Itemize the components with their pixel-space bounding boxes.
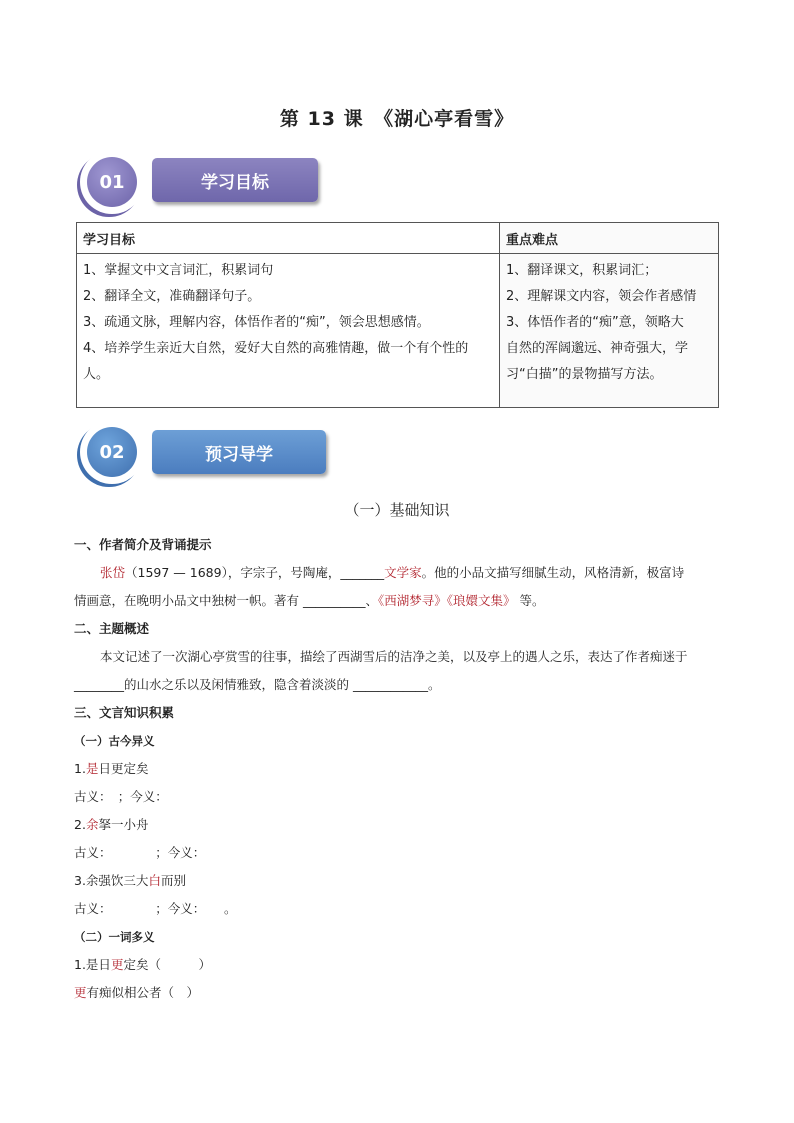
theme-heading: 二、主题概述: [74, 621, 150, 636]
question-3: 3.余强饮三大白而别: [74, 873, 186, 888]
section-number-badge: 02: [80, 420, 144, 484]
ancient-modern-heading: （一）古今异义: [74, 734, 155, 748]
author-heading: 一、作者简介及背诵提示: [74, 537, 212, 552]
question-1: 1.是日更定矣: [74, 761, 149, 776]
question-2: 2.余拏一小舟: [74, 817, 149, 832]
page-title: 第 13 课 《湖心亭看雪》: [279, 108, 515, 130]
author-line-2: 情画意，在晚明小品文中独树一帜。著有 __________、《西湖梦寻》《琅嬛文集》 等。: [74, 593, 545, 608]
goals-list: 1、掌握文中文言词汇，积累词句 2、翻译全文，准确翻译句子。 3、疏通文脉，理解内容，体悟作者的“痴”，领会思想感情。 4、培养学生亲近大自然，爱好大自然的高雅情趣，做一个有个性的 人。: [77, 254, 500, 408]
difficulty-header: 重点难点: [500, 223, 719, 254]
polysemy-1: 1.是日更定矣（ ）: [74, 957, 211, 972]
answer-3: 古义： ；今义： 。: [74, 901, 237, 916]
section-number-badge: 01: [80, 150, 144, 214]
answer-2: 古义： ；今义：: [74, 845, 206, 860]
difficulty-list: 1、翻译课文，积累词汇； 2、理解课文内容，领会作者感情 3、体悟作者的“痴”意，领略大 自然的浑阔邈远、神奇强大，学 习“白描”的景物描写方法。: [500, 254, 719, 408]
subtitle: （一）基础知识: [344, 501, 450, 519]
knowledge-heading: 三、文言知识积累: [74, 705, 175, 720]
section-header-preview: [80, 420, 330, 476]
answer-1: 古义： ；今义：: [74, 789, 168, 804]
theme-line-1: 本文记述了一次湖心亭赏雪的往事，描绘了西湖雪后的洁净之美，以及亭上的遇人之乐，表达了作者痴迷于: [100, 649, 688, 664]
section-label: 预习导学: [152, 430, 326, 474]
polysemy-2: 更有痴似相公者（ ）: [74, 985, 200, 1000]
theme-line-2: ________的山水之乐以及闲情雅致，隐含着淡淡的 ____________。: [74, 677, 441, 692]
goals-header: 学习目标: [77, 223, 500, 254]
goals-table: [76, 222, 719, 408]
author-line-1: 张岱（1597 — 1689），字宗子，号陶庵，_______文学家。他的小品文描写细腻生动，风格清新，极富诗: [100, 565, 685, 580]
section-label: 学习目标: [152, 158, 318, 202]
section-header-goals: [80, 150, 320, 206]
polysemy-heading: （二）一词多义: [74, 930, 155, 944]
